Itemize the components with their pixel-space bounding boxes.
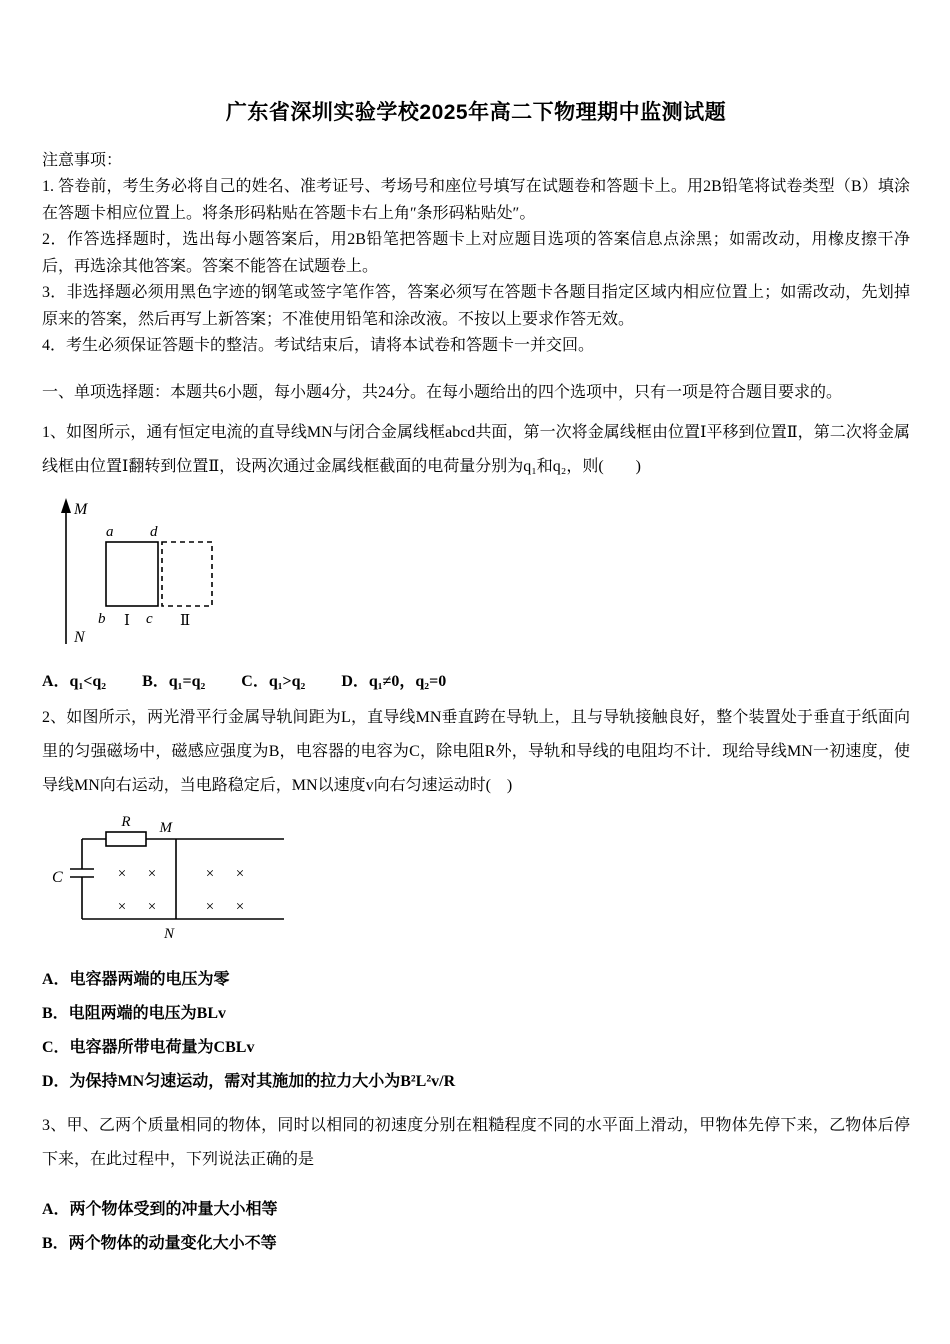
label-position-1: Ⅰ	[124, 612, 130, 629]
notice-item-3: 3．非选择题必须用黑色字迹的钢笔或签字笔作答，答案必须写在答题卡各题目指定区域内相应位置上；如需改动，先划掉原来的答案，然后再写上新答案；不准使用铅笔和涂改液。不按以上要求作答无效。	[42, 284, 910, 328]
section-1-heading: 一、单项选择题：本题共6小题，每小题4分，共24分。在每小题给出的四个选项中，只有一项是符合题目要求的。	[42, 383, 843, 401]
question-1-options	[42, 668, 910, 691]
field-cross-icon: ×	[205, 865, 215, 882]
question-2-figure	[44, 811, 294, 947]
field-cross-icon: ×	[147, 865, 157, 882]
label-d: d	[150, 523, 158, 540]
loop-position-1-frame	[106, 542, 158, 606]
question-3-option-b: B．两个物体的动量变化大小不等	[42, 1234, 277, 1252]
question-1	[42, 416, 910, 691]
field-cross-icon: ×	[235, 898, 245, 915]
loop-position-2-frame	[162, 542, 212, 606]
page-title: 广东省深圳实验学校2025年高二下物理期中监测试题	[225, 101, 727, 124]
label-N: N	[74, 628, 85, 646]
question-3-text: 3、甲、乙两个质量相同的物体，同时以相同的初速度分别在粗糙程度不同的水平面上滑动，甲物体先停下来，乙物体后停下来，在此过程中，下列说法正确的是	[42, 1116, 910, 1168]
question-3-options	[42, 1193, 910, 1261]
label-c: c	[146, 610, 153, 627]
label-a: a	[106, 523, 114, 540]
question-2-option-d: D．为保持MN匀速运动，需对其施加的拉力大小为B²L²v/R	[42, 1072, 456, 1090]
field-cross-icon: ×	[117, 865, 127, 882]
field-cross-icon: ×	[147, 898, 157, 915]
question-2-option-c: C．电容器所带电荷量为CBLv	[42, 1038, 255, 1056]
label-position-2: Ⅱ	[180, 612, 191, 629]
label-M: M	[74, 500, 88, 518]
question-1-text: 1、如图所示，通有恒定电流的直导线MN与闭合金属线框abcd共面，第一次将金属线框由位置Ⅰ平移到位置Ⅱ，第二次将金属线框由位置Ⅰ翻转到位置Ⅱ，设两次通过金属线框截面的电荷量分别为q₁和q₂，则( )	[42, 423, 910, 475]
question-3	[42, 1109, 910, 1261]
question-3-option-a: A．两个物体受到的冲量大小相等	[42, 1200, 278, 1218]
field-cross-icon: ×	[205, 898, 215, 915]
question-2-options	[42, 963, 910, 1099]
field-cross-icon: ×	[235, 865, 245, 882]
notice-item-2: 2．作答选择题时，选出每小题答案后，用2B铅笔把答题卡上对应题目选项的答案信息点涂黑；如需改动，用橡皮擦干净后，再选涂其他答案。答案不能答在试题卷上。	[42, 231, 910, 275]
question-2	[42, 701, 910, 1099]
question-2-text: 2、如图所示，两光滑平行金属导轨间距为L，直导线MN垂直跨在导轨上，且与导轨接触良好，整个装置处于垂直于纸面向里的匀强磁场中，磁感应强度为B，电容器的电容为C，除电阻R外，导轨和导线的电阻均不计．现给导线MN一初速度，使导线MN向右运动，当电路稳定后，MN以速度v向右匀速运动时( )	[42, 708, 910, 794]
question-1-option-d: D．q₁≠0，q₂=0	[341, 672, 447, 690]
notice-item-4: 4．考生必须保证答题卡的整洁。考试结束后，请将本试卷和答题卡一并交回。	[42, 337, 595, 354]
resistor-symbol	[106, 832, 146, 846]
label-N: N	[163, 925, 174, 942]
question-2-option-b: B．电阻两端的电压为BLv	[42, 1004, 227, 1022]
current-direction-arrow-icon	[61, 498, 71, 513]
question-1-option-a: A．q₁<q₂	[42, 672, 107, 690]
question-2-option-a: A．电容器两端的电压为零	[42, 970, 230, 988]
notice-heading: 注意事项：	[42, 152, 123, 169]
label-C: C	[52, 868, 63, 886]
question-1-figure	[44, 492, 254, 654]
question-1-option-b: B．q₁=q₂	[142, 672, 206, 690]
question-1-option-c: C．q₁>q₂	[241, 672, 306, 690]
label-R: R	[121, 813, 131, 830]
notice-item-1: 1. 答卷前，考生务必将自己的姓名、准考证号、考场号和座位号填写在试题卷和答题卡上。用2B铅笔将试卷类型（B）填涂在答题卡相应位置上。将条形码粘贴在答题卡右上角″条形码粘贴处″。	[42, 178, 910, 222]
label-b: b	[98, 610, 106, 627]
field-cross-icon: ×	[117, 898, 127, 915]
label-M: M	[159, 819, 172, 836]
notice-section	[42, 148, 910, 360]
